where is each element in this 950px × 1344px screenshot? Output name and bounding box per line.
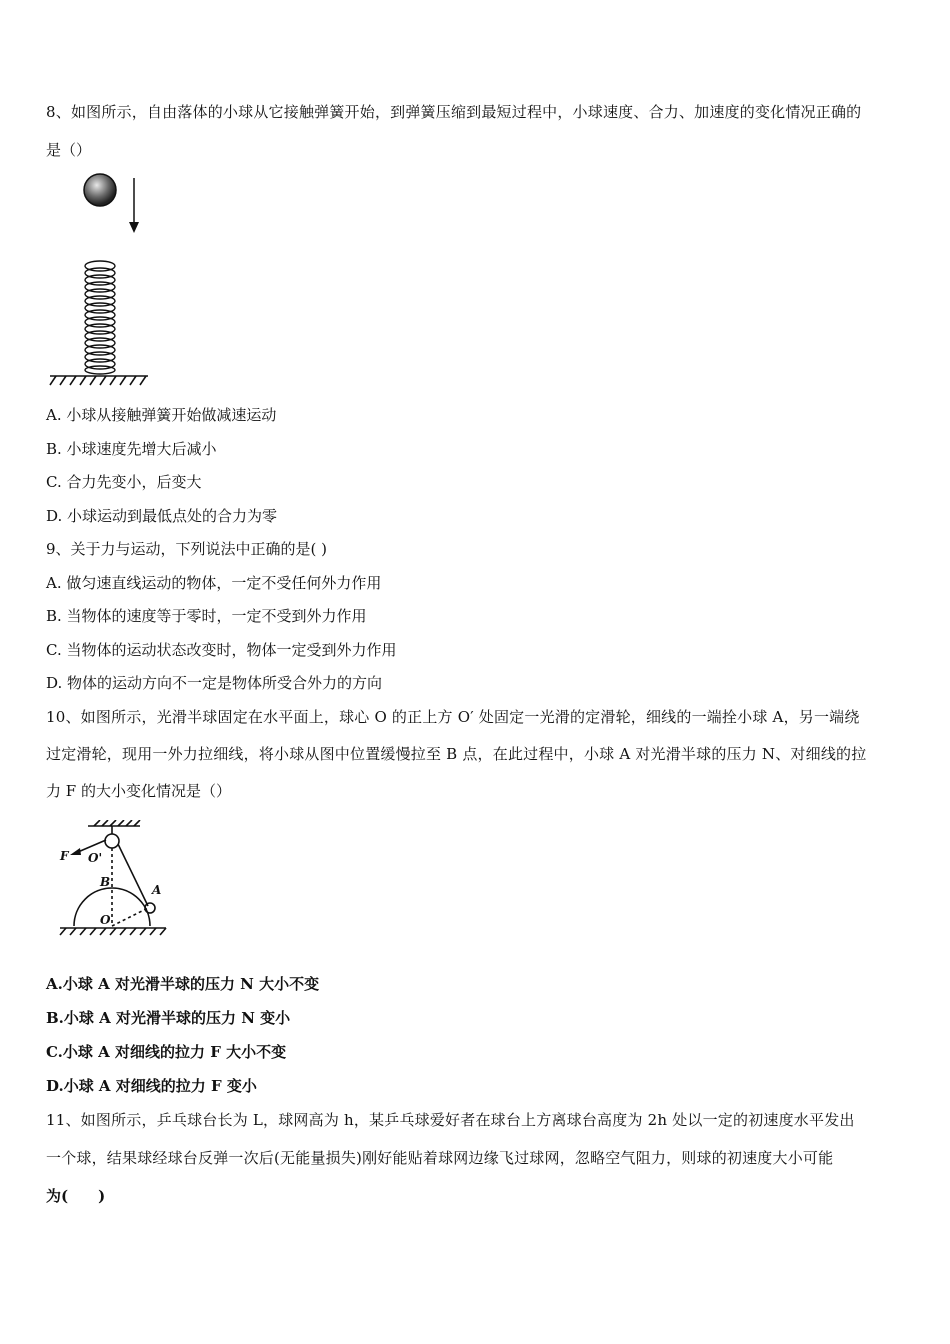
q10-stem-line-2: 过定滑轮，现用一外力拉细线，将小球从图中位置缓慢拉至 B 点，在此过程中，小球 A 对光滑半球的压力 N、对细线的拉 — [46, 745, 867, 763]
q11-stem-line-1: 11、如图所示，乒乓球台长为 L，球网高为 h，某乒乓球爱好者在球台上方离球台高度为 2h 处以一定的初速度水平发出 — [46, 1111, 855, 1129]
label-b: B — [100, 875, 111, 889]
q9-option-d: D. 物体的运动方向不一定是物体所受合外力的方向 — [46, 674, 383, 692]
q10-option-d: D.小球 A 对细线的拉力 F 变小 — [46, 1077, 257, 1095]
label-o-prime: O' — [88, 851, 103, 865]
q11-stem-line-3: 为( ) — [46, 1187, 106, 1205]
q8-option-c: C. 合力先变小，后变大 — [46, 473, 202, 491]
q9-option-a: A. 做匀速直线运动的物体，一定不受任何外力作用 — [46, 574, 382, 592]
pulley-icon — [105, 834, 119, 848]
q10-option-a: A.小球 A 对光滑半球的压力 N 大小不变 — [46, 975, 320, 993]
q10-stem-line-1: 10、如图所示，光滑半球固定在水平面上，球心 O 的正上方 O′ 处固定一光滑的定滑轮，细线的一端拴小球 A，另一端绕 — [46, 708, 860, 726]
q8-option-d: D. 小球运动到最低点处的合力为零 — [46, 507, 278, 525]
q10-figure-hemisphere-pulley — [56, 820, 176, 938]
q10-stem-line-3: 力 F 的大小变化情况是（） — [46, 782, 231, 800]
label-a: A — [152, 883, 162, 897]
q10-option-b: B.小球 A 对光滑半球的压力 N 变小 — [46, 1009, 291, 1027]
label-f: F — [60, 849, 69, 863]
force-arrow-icon — [70, 848, 81, 855]
falling-ball-icon — [84, 174, 116, 206]
q10-option-c: C.小球 A 对细线的拉力 F 大小不变 — [46, 1043, 287, 1061]
q9-option-b: B. 当物体的速度等于零时，一定不受到外力作用 — [46, 607, 367, 625]
q8-option-a: A. 小球从接触弹簧开始做减速运动 — [46, 406, 277, 424]
label-o: O — [100, 913, 111, 927]
ground-hatch-icon — [50, 376, 148, 385]
q8-figure-ball-spring — [46, 170, 156, 390]
q8-option-b: B. 小球速度先增大后减小 — [46, 440, 217, 458]
q11-stem-line-2: 一个球，结果球经球台反弹一次后(无能量损失)刚好能贴着球网边缘飞过球网，忽略空气阻力，则球的初速度大小可能 — [46, 1149, 834, 1167]
spring-icon — [85, 261, 115, 374]
q8-stem-line-1: 8、如图所示，自由落体的小球从它接触弹簧开始，到弹簧压缩到最短过程中，小球速度、合力、加速度的变化情况正确的 — [46, 103, 862, 121]
q9-option-c: C. 当物体的运动状态改变时，物体一定受到外力作用 — [46, 641, 397, 659]
q9-stem: 9、关于力与运动，下列说法中正确的是( ) — [46, 540, 328, 558]
q8-stem-line-2: 是（） — [46, 141, 92, 159]
